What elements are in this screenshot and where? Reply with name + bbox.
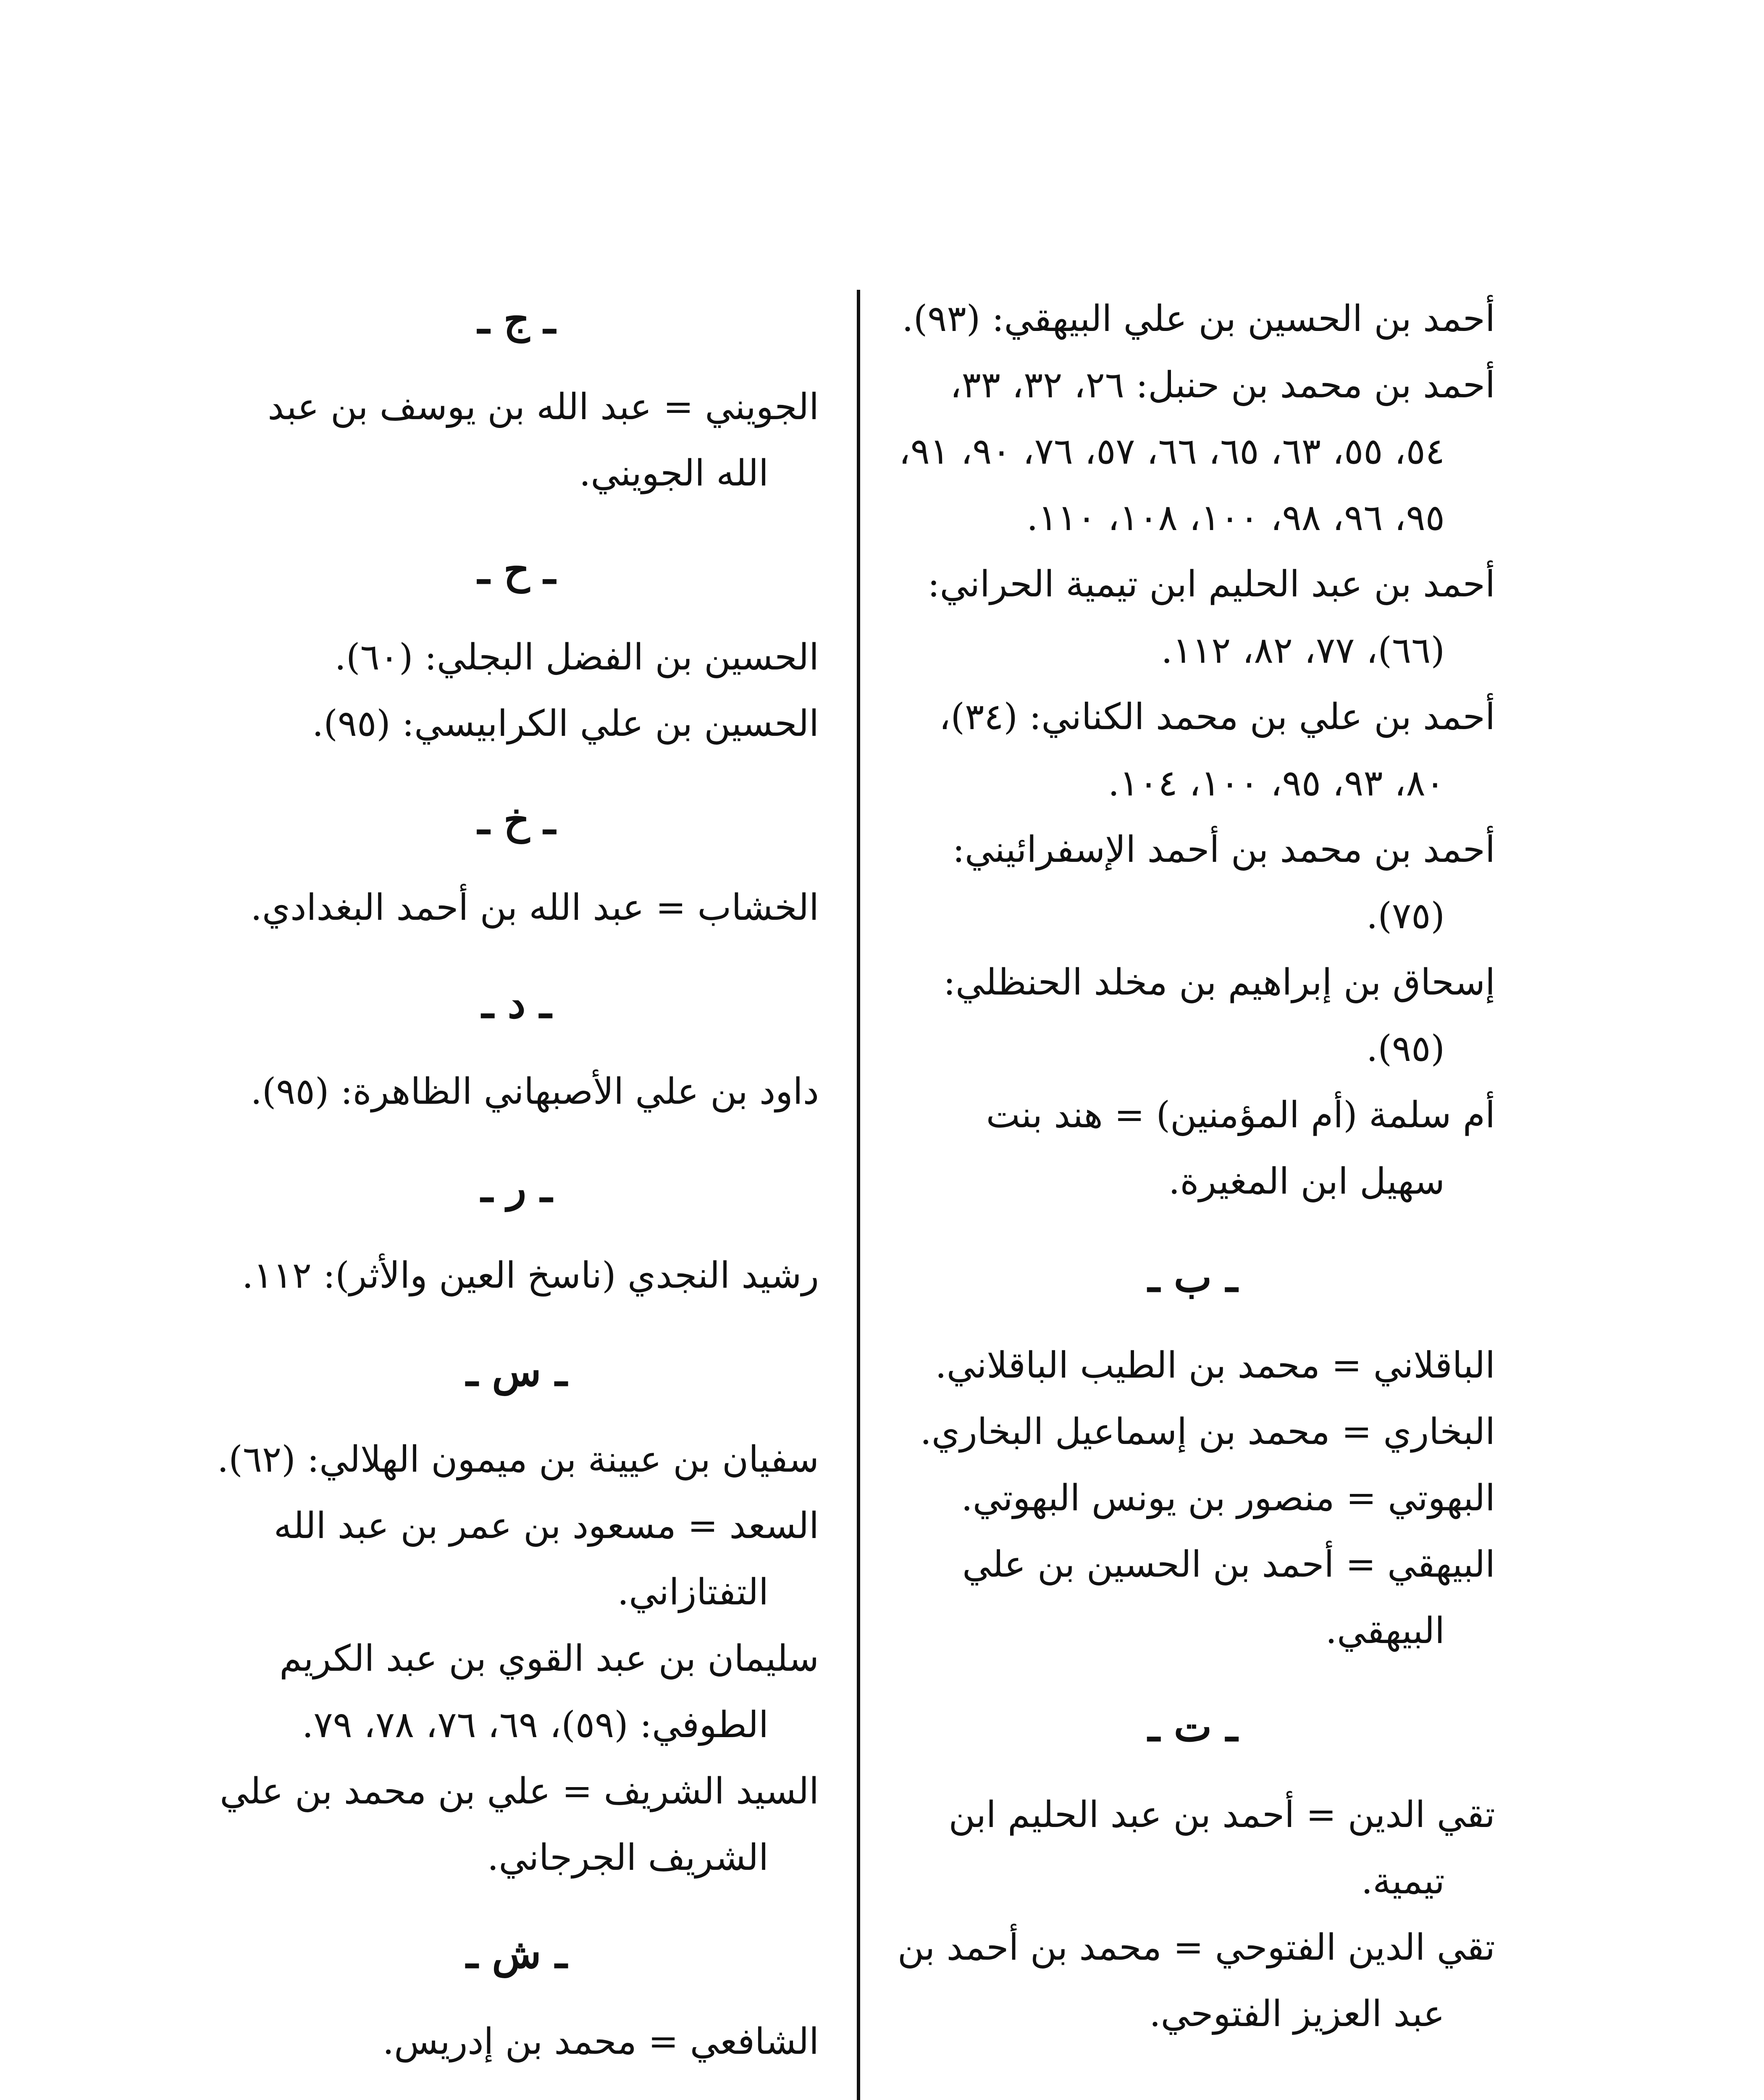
index-entry: أحمد بن الحسين بن علي البيهقي: (٩٣). [902,298,1495,340]
section-heading-t: ـ ت ـ [1148,1703,1238,1751]
index-entry: سليمان بن عبد القوي بن عبد الكريم الطوفي: (٥٩)، ٦٩، ٧٦، ٧٨، ٧٩. [279,1638,819,1746]
section-heading-j: ـ ج ـ [478,295,556,343]
section-heading-d: ـ د ـ [482,980,551,1027]
index-entry: الباقلاني = محمد بن الطيب الباقلاني. [935,1344,1495,1386]
index-entry: أم سلمة (أم المؤمنين) = هند بنت سهيل ابن المغيرة. [986,1094,1495,1202]
left-column [214,286,819,2075]
index-entry: السيد الشريف = علي بن محمد بن علي الشريف الجرجاني. [220,1770,819,1879]
index-entry: تقي الدين = أحمد بن عبد الحليم ابن تيمية. [948,1794,1495,1902]
section-heading-b: ـ ب ـ [1148,1254,1238,1301]
index-entry: أحمد بن محمد بن أحمد الإسفرائيني: (٧٥). [952,829,1495,937]
index-entry: الحسين بن الفضل البجلي: (٦٠). [334,636,819,678]
index-entry: سفيان بن عيينة بن ميمون الهلالي: (٦٢). [217,1438,819,1480]
right-column [890,286,1495,2047]
index-entry: البهوتي = منصور بن يونس البهوتي. [961,1477,1495,1519]
section-heading-kh: ـ خ ـ [478,796,556,843]
index-entry: إسحاق بن إبراهيم بن مخلد الحنظلي: (٩٥). [943,961,1495,1070]
section-heading-sh: ـ ش ـ [466,1930,567,1977]
section-heading-h: ـ ح ـ [478,546,556,593]
index-entry: الخشاب = عبد الله بن أحمد البغدادي. [250,887,819,929]
index-entry: أحمد بن محمد بن حنبل: ٢٦، ٣٢، ٣٣، ٥٤، ٥٥، ٦٣، ٦٥، ٦٦، ٥٧، ٧٦، ٩٠، ٩١، ٩٥، ٩٦، ٩٨، ١٠٠، ١٠٨، ١١٠. [898,364,1495,539]
index-entry: البخاري = محمد بن إسماعيل البخاري. [920,1411,1495,1453]
index-entry: الجويني = عبد الله بن يوسف بن عبد الله الجويني. [268,386,819,494]
index-entry: داود بن علي الأصبهاني الظاهرة: (٩٥). [250,1071,819,1113]
index-entry: البيهقي = أحمد بن الحسين بن علي البيهقي. [962,1544,1495,1652]
index-entry: رشيد النجدي (ناسخ العين والأثر): ١١٢. [242,1255,819,1297]
index-entry: الحسين بن علي الكرابيسي: (٩٥). [312,703,819,745]
index-entry: الشافعي = محمد بن إدريس. [382,2021,819,2063]
index-entry: تقي الدين الفتوحي = محمد بن أحمد بن عبد العزيز الفتوحي. [897,1927,1495,2035]
index-entry: أحمد بن علي بن محمد الكناني: (٣٤)، ٨٠، ٩٣، ٩٥، ١٠٠، ١٠٤. [939,696,1495,804]
index-entry: أحمد بن عبد الحليم ابن تيمية الحراني: (٦٦)، ٧٧، ٨٢، ١١٢. [927,563,1495,672]
section-heading-r: ـ ر ـ [481,1164,552,1211]
section-heading-s: ـ س ـ [466,1348,567,1395]
column-divider [857,290,860,2100]
index-entry: السعد = مسعود بن عمر بن عبد الله التفتازاني. [273,1505,819,1613]
